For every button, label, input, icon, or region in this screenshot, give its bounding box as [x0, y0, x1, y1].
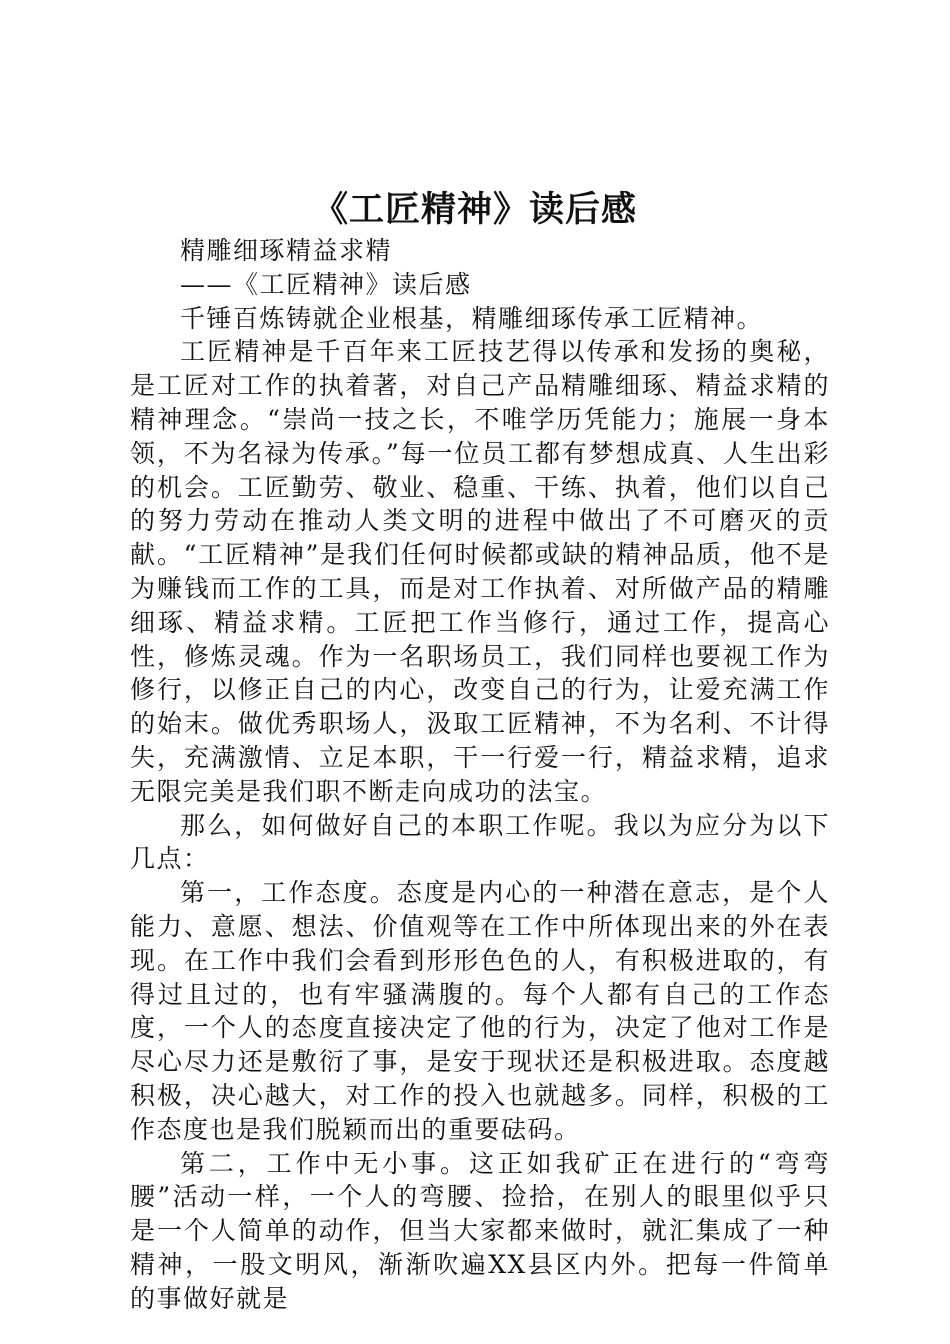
- subtitle-line: 精雕细琢精益求精: [180, 236, 393, 265]
- document-title: 《工匠精神》读后感: [312, 190, 637, 230]
- paragraph-point-two: 第二，工作中无小事。这正如我矿正在进行的“弯弯腰”活动一样，一个人的弯腰、捡拾，在别人的眼里似乎只是一个人简单的动作，但当大家都来做时，就汇集成了一种精神，一股文明风，渐渐吹遍XX县区内外。把每一件简单的事做好就是: [130, 1148, 830, 1313]
- paragraph-craftsman-spirit: 工匠精神是千百年来工匠技艺得以传承和发扬的奥秘，是工匠对工作的执着著，对自己产品精雕细琢、精益求精的精神理念。“崇尚一技之长，不唯学历凭能力；施展一身本领，不为名禄为传承。”每一位员工都有梦想成真、人生出彩的机会。工匠勤劳、敬业、稳重、干练、执着，他们以自己的努力劳动在推动人类文明的进程中做出了不可磨灭的贡献。“工匠精神”是我们任何时候都或缺的精神品质，他不是为赚钱而工作的工具，而是对工作执着、对所做产品的精雕细琢、精益求精。工匠把工作当修行，通过工作，提高心性，修炼灵魂。作为一名职场员工，我们同样也要视工作为修行，以修正自己的内心，改变自己的行为，让爱充满工作的始末。做优秀职场人，汲取工匠精神，不为名利、不计得失，充满激情、立足本职，干一行爱一行，精益求精，追求无限完美是我们职不断走向成功的法宝。: [130, 337, 830, 806]
- intro-line: 千锤百炼铸就企业根基，精雕细琢传承工匠精神。: [180, 303, 764, 333]
- subtitle-source: ——《工匠精神》读后感: [180, 269, 472, 299]
- paragraph-how-to-work: 那么，如何做好自己的本职工作呢。我以为应分为以下几点：: [130, 810, 830, 874]
- document-body: [130, 234, 830, 1316]
- paragraph-point-one: 第一，工作态度。态度是内心的一种潜在意志，是个人能力、意愿、想法、价值观等在工作中所体现出来的外在表现。在工作中我们会看到形形色色的人，有积极进取的，有得过且过的，也有牢骚满腹的。每个人都有自己的工作态度，一个人的态度直接决定了他的行为，决定了他对工作是尽心尽力还是敷衍了事，是安于现状还是积极进取。态度越积极，决心越大，对工作的投入也就越多。同样，积极的工作态度也是我们脱颖而出的重要砝码。: [130, 878, 830, 1144]
